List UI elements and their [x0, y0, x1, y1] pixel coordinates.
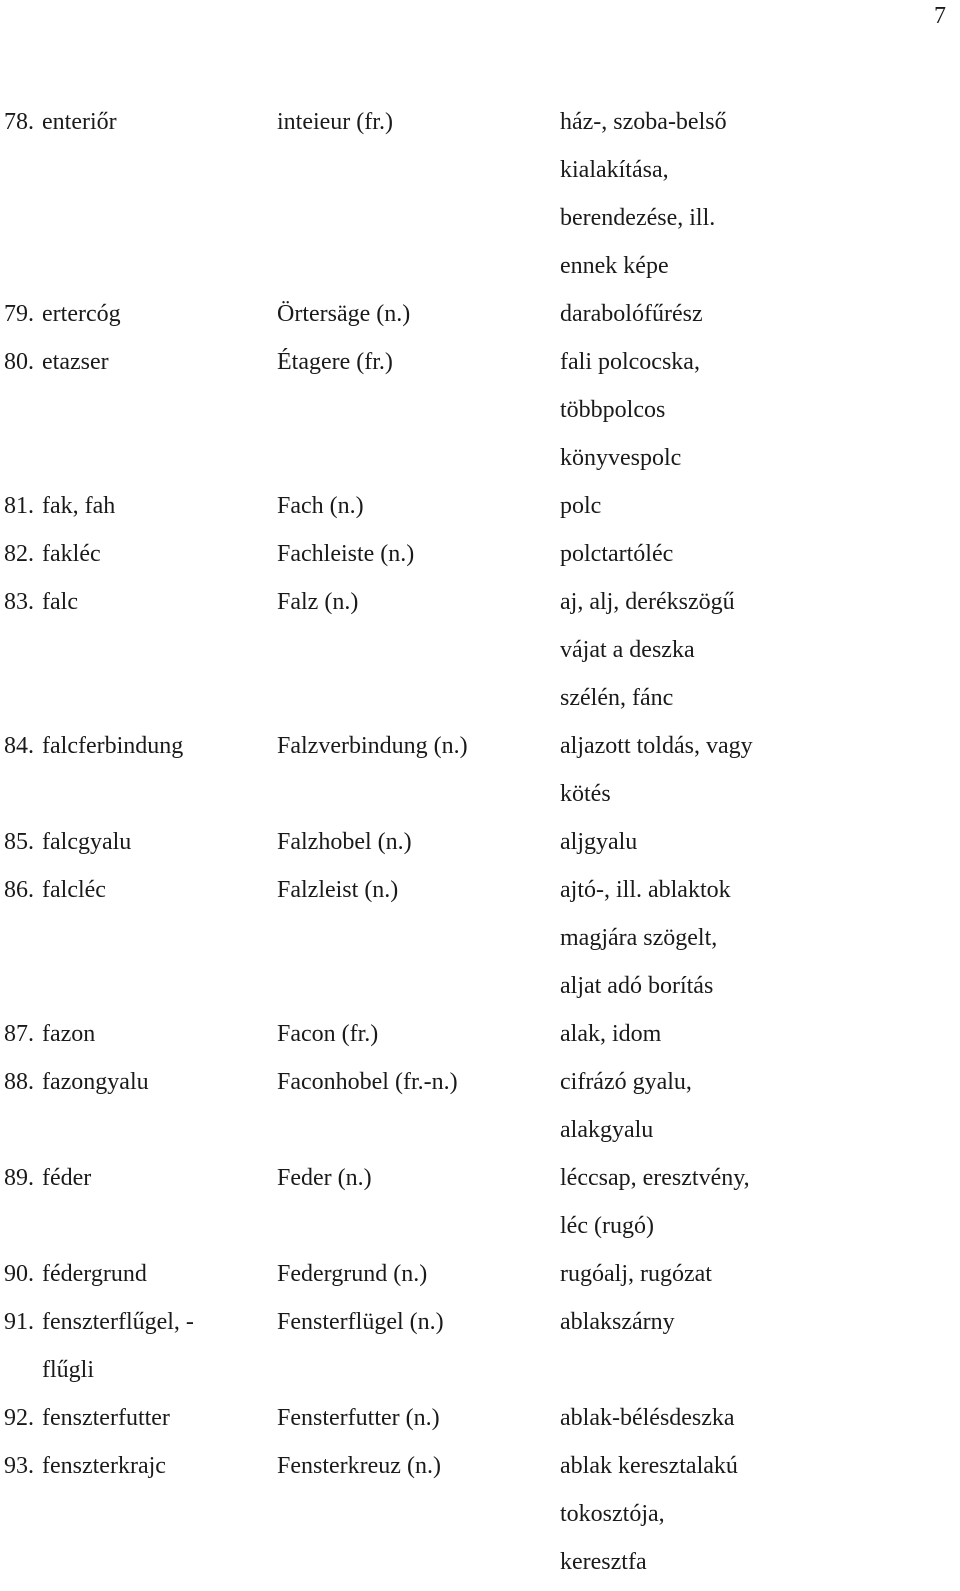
glossary-entry: [0, 530, 960, 578]
entry-term: fazongyalu: [42, 1069, 149, 1095]
meaning-line: alakgyalu: [560, 1117, 654, 1143]
entry-term: enteriőr: [42, 109, 117, 135]
entry-term-continuation: flűgli: [42, 1357, 94, 1383]
entry-term: falcléc: [42, 877, 106, 903]
entry-number: 81.: [4, 493, 34, 519]
meaning-line: tokosztója,: [560, 1501, 665, 1527]
entry-origin: Fach (n.): [277, 493, 364, 519]
entry-origin: Facon (fr.): [277, 1021, 379, 1047]
entry-origin: Étagere (fr.): [277, 349, 393, 375]
entry-term: falcferbindung: [42, 733, 184, 759]
meaning-line: ajtó-, ill. ablaktok: [560, 877, 731, 903]
entry-origin: Fensterflügel (n.): [277, 1309, 444, 1335]
entry-number: 91.: [4, 1309, 34, 1335]
meaning-line: ablak-bélésdeszka: [560, 1405, 735, 1431]
glossary-entry: [0, 482, 960, 530]
meaning-line: cifrázó gyalu,: [560, 1069, 692, 1095]
entry-number: 87.: [4, 1021, 34, 1047]
entry-number: 90.: [4, 1261, 34, 1287]
meaning-line: aljgyalu: [560, 829, 638, 855]
entry-number: 80.: [4, 349, 34, 375]
meaning-line: ablak keresztalakú: [560, 1453, 738, 1479]
meaning-line: polctartóléc: [560, 541, 674, 567]
entry-number: 85.: [4, 829, 34, 855]
entry-number: 79.: [4, 301, 34, 327]
entry-number: 84.: [4, 733, 34, 759]
entry-term: fenszterkrajc: [42, 1453, 166, 1479]
entry-number: 82.: [4, 541, 34, 567]
entry-term: fazon: [42, 1021, 96, 1047]
entry-meaning: [560, 98, 780, 290]
entry-meaning: [560, 818, 780, 866]
entry-origin: Falzhobel (n.): [277, 829, 412, 855]
meaning-line: alak, idom: [560, 1021, 662, 1047]
entry-term: fenszterflűgel, -: [42, 1309, 194, 1335]
entry-number: 83.: [4, 589, 34, 615]
glossary-entry: [0, 1298, 960, 1394]
meaning-line: keresztfa: [560, 1549, 647, 1575]
entry-origin: Fensterfutter (n.): [277, 1405, 440, 1431]
entry-origin: Falz (n.): [277, 589, 359, 615]
glossary-entry: [0, 866, 960, 1010]
entry-meaning: [560, 1442, 780, 1586]
meaning-line: aljat adó borítás: [560, 973, 714, 999]
glossary-entry: [0, 578, 960, 722]
meaning-line: darabolófűrész: [560, 301, 703, 327]
entry-number: 93.: [4, 1453, 34, 1479]
entry-term: etazser: [42, 349, 109, 375]
entry-number: 78.: [4, 109, 34, 135]
entry-origin: Faconhobel (fr.-n.): [277, 1069, 458, 1095]
entry-term: fenszterfutter: [42, 1405, 170, 1431]
entry-meaning: [560, 1394, 780, 1442]
entry-meaning: [560, 578, 780, 722]
glossary-entry: [0, 1250, 960, 1298]
entry-meaning: [560, 1010, 780, 1058]
glossary-entry: [0, 1442, 960, 1586]
entry-meaning: [560, 1154, 780, 1250]
meaning-line: szélén, fánc: [560, 685, 674, 711]
entry-term: féder: [42, 1165, 92, 1191]
entry-meaning: [560, 338, 780, 482]
entry-term: fédergrund: [42, 1261, 147, 1287]
meaning-line: ennek képe: [560, 253, 669, 279]
entry-number: 88.: [4, 1069, 34, 1095]
entry-meaning: [560, 530, 780, 578]
entry-origin: Federgrund (n.): [277, 1261, 428, 1287]
glossary-entry: [0, 818, 960, 866]
glossary-entry: [0, 1154, 960, 1250]
meaning-line: polc: [560, 493, 602, 519]
page-number: 7: [934, 3, 946, 29]
glossary-entry: [0, 290, 960, 338]
entry-term: fak, fah: [42, 493, 116, 519]
entry-origin: Falzverbindung (n.): [277, 733, 468, 759]
entry-meaning: [560, 482, 780, 530]
entry-term: falc: [42, 589, 78, 615]
entry-number: 86.: [4, 877, 34, 903]
glossary-entry: [0, 338, 960, 482]
glossary-entry: [0, 1394, 960, 1442]
entry-origin: Falzleist (n.): [277, 877, 399, 903]
entry-meaning: [560, 1298, 780, 1346]
meaning-line: léccsap, eresztvény,: [560, 1165, 750, 1191]
glossary-entry: [0, 1010, 960, 1058]
glossary-entry: [0, 98, 960, 290]
entry-meaning: [560, 722, 780, 818]
entry-origin: Feder (n.): [277, 1165, 372, 1191]
meaning-line: ablakszárny: [560, 1309, 675, 1335]
entry-term: ertercóg: [42, 301, 121, 327]
meaning-line: vájat a deszka: [560, 637, 695, 663]
meaning-line: aljazott toldás, vagy: [560, 733, 753, 759]
meaning-line: kialakítása,: [560, 157, 669, 183]
entry-origin: Fensterkreuz (n.): [277, 1453, 441, 1479]
meaning-line: könyvespolc: [560, 445, 682, 471]
meaning-line: aj, alj, derékszögű: [560, 589, 735, 615]
entry-number: 92.: [4, 1405, 34, 1431]
meaning-line: fali polcocska,: [560, 349, 700, 375]
meaning-line: ház-, szoba-belső: [560, 109, 727, 135]
meaning-line: léc (rugó): [560, 1213, 654, 1239]
entry-meaning: [560, 866, 780, 1010]
glossary-table: [0, 98, 960, 1586]
meaning-line: rugóalj, rugózat: [560, 1261, 712, 1287]
glossary-entry: [0, 1058, 960, 1154]
glossary-entry: [0, 722, 960, 818]
entry-origin: Fachleiste (n.): [277, 541, 415, 567]
entry-number: 89.: [4, 1165, 34, 1191]
entry-term: falcgyalu: [42, 829, 132, 855]
entry-meaning: [560, 1058, 780, 1154]
entry-origin: inteieur (fr.): [277, 109, 393, 135]
meaning-line: többpolcos: [560, 397, 666, 423]
entry-origin: Örtersäge (n.): [277, 301, 411, 327]
meaning-line: berendezése, ill.: [560, 205, 716, 231]
entry-meaning: [560, 290, 780, 338]
entry-term: fakléc: [42, 541, 101, 567]
meaning-line: magjára szögelt,: [560, 925, 718, 951]
entry-meaning: [560, 1250, 780, 1298]
meaning-line: kötés: [560, 781, 611, 807]
